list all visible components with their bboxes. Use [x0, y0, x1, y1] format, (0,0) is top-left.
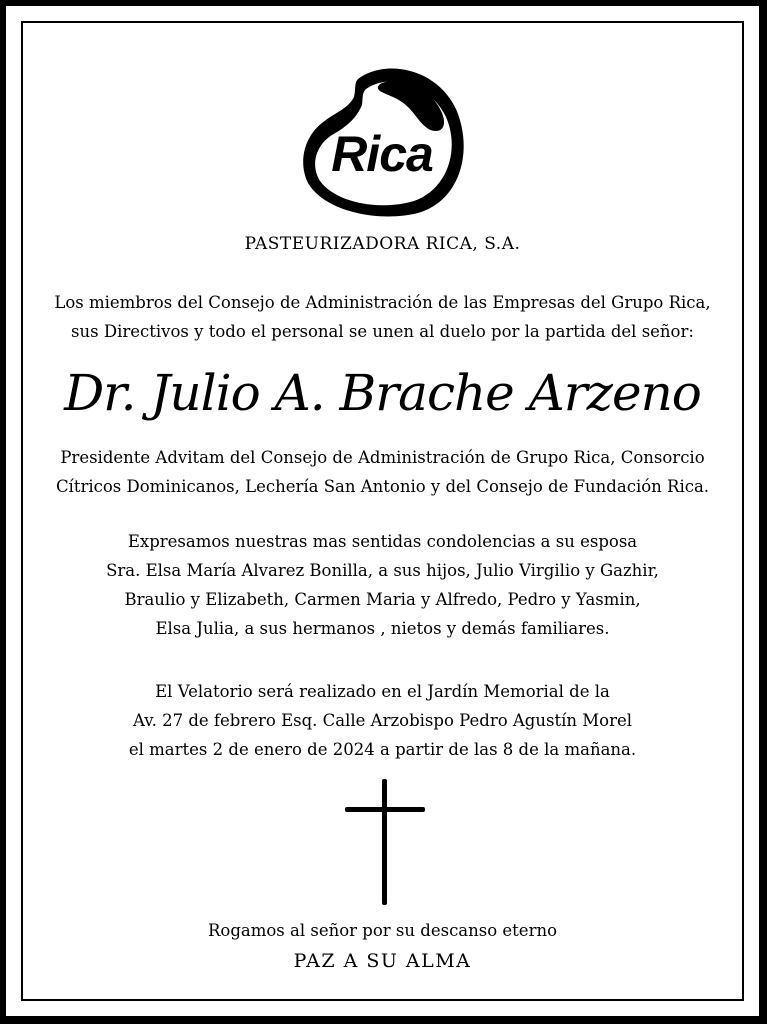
title-line: Cítricos Dominicanos, Lechería San Antonio y del Consejo de Fundación Rica.	[55, 477, 710, 496]
velatorio-paragraph	[6, 677, 759, 764]
prayer-line: Rogamos al señor por su descanso eterno	[207, 921, 558, 940]
deceased-name: Dr. Julio A. Brache Arzeno	[64, 364, 701, 422]
logo-text: Rica	[331, 126, 433, 182]
condolences-line: Braulio y Elizabeth, Carmen Maria y Alfredo, Pedro y Yasmin,	[124, 590, 641, 609]
condolences-line: Elsa Julia, a sus hermanos , nietos y demás familiares.	[155, 619, 610, 638]
intro-paragraph	[6, 288, 759, 346]
intro-line: Los miembros del Consejo de Administración de las Empresas del Grupo Rica,	[54, 293, 711, 312]
velatorio-line: el martes 2 de enero de 2024 a partir de las 8 de la mañana.	[128, 740, 637, 759]
title-paragraph	[6, 443, 759, 501]
company-name: PASTEURIZADORA RICA, S.A.	[244, 234, 521, 254]
cross-icon	[345, 779, 425, 905]
obituary-notice	[6, 6, 759, 1016]
intro-line: sus Directivos y todo el personal se unen al duelo por la partida del señor:	[71, 322, 694, 341]
condolences-paragraph	[6, 527, 759, 643]
condolences-line: Sra. Elsa María Alvarez Bonilla, a sus hijos, Julio Virgilio y Gazhir,	[106, 561, 659, 580]
title-line: Presidente Advitam del Consejo de Administración de Grupo Rica, Consorcio	[60, 448, 705, 467]
rest-in-peace: PAZ A SU ALMA	[293, 950, 472, 972]
condolences-line: Expresamos nuestras mas sentidas condolencias a su esposa	[127, 532, 638, 551]
velatorio-line: El Velatorio será realizado en el Jardín Memorial de la	[155, 682, 610, 701]
velatorio-line: Av. 27 de febrero Esq. Calle Arzobispo Pedro Agustín Morel	[133, 711, 632, 730]
rica-brand-logo	[296, 61, 466, 221]
